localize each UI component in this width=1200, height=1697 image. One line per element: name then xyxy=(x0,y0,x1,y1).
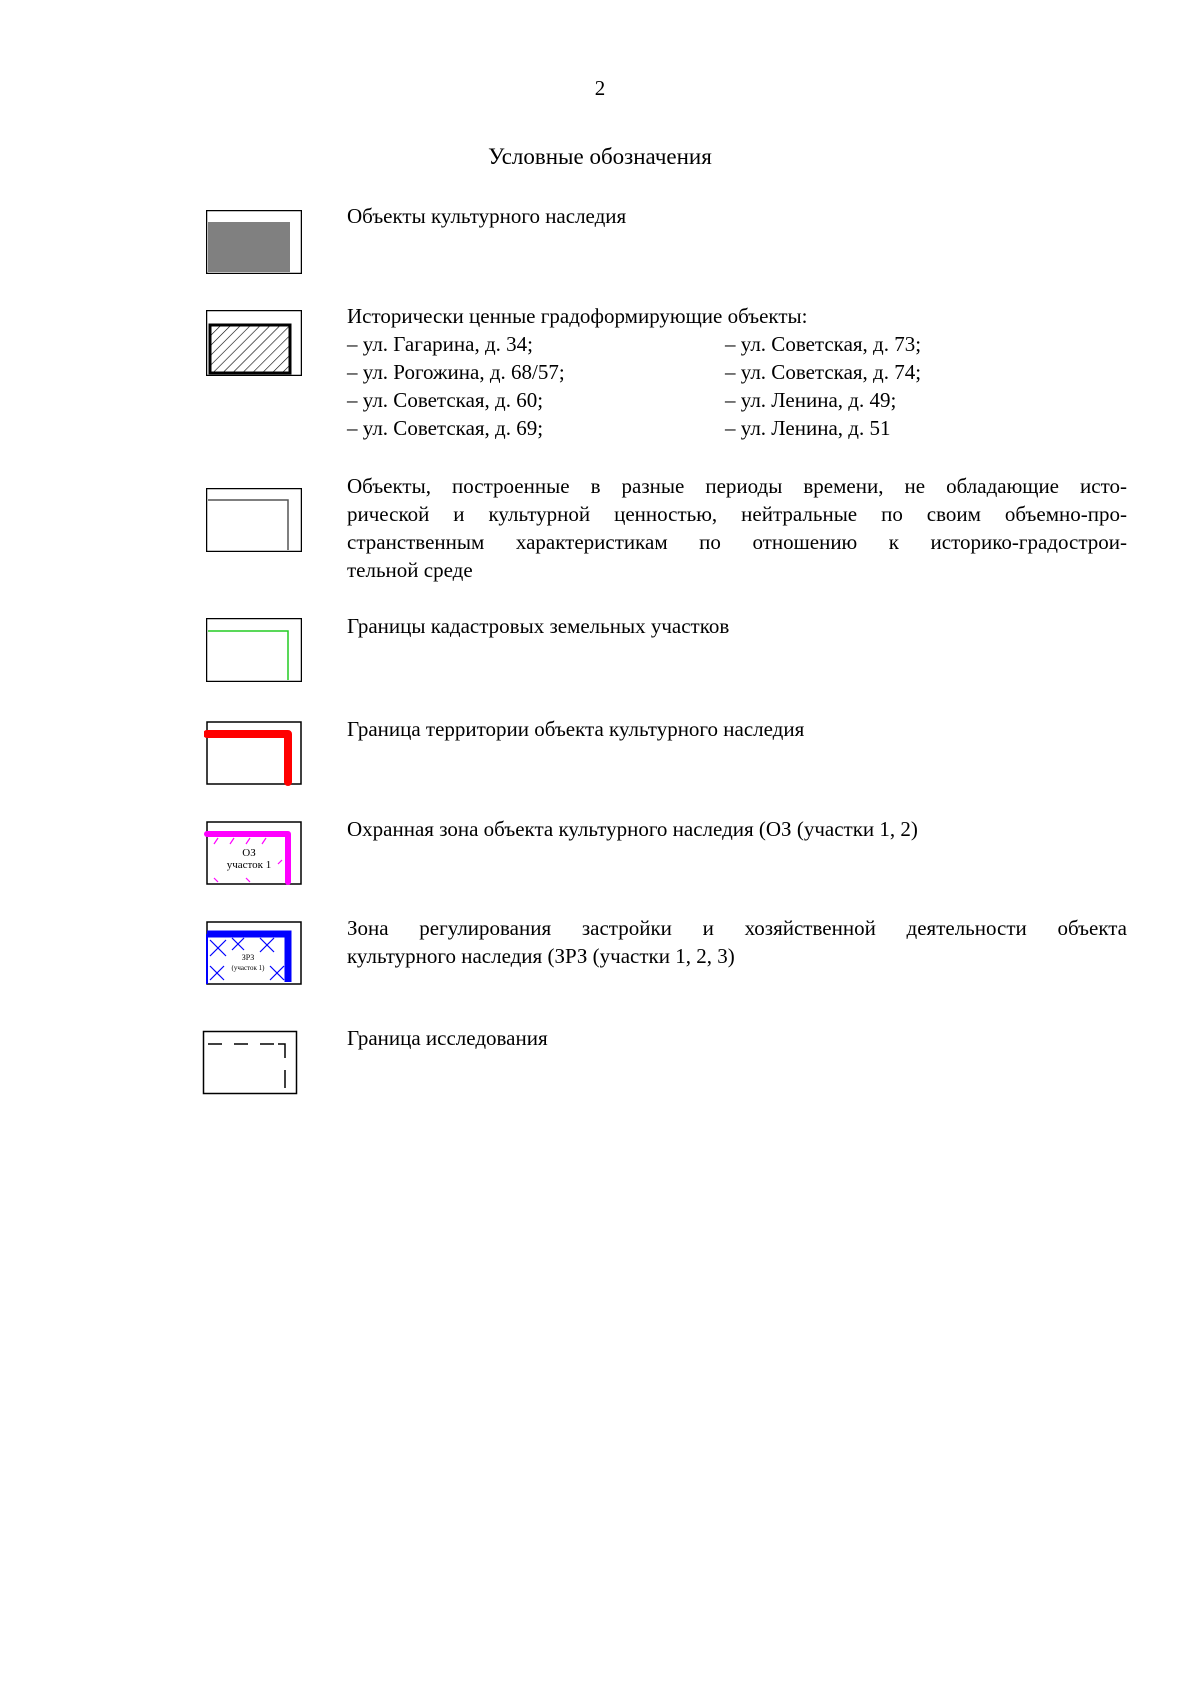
neutral-building-icon xyxy=(206,488,302,552)
heritage-object-icon xyxy=(206,210,302,274)
regulation-zone-icon-text2: (участок 1) xyxy=(231,964,265,972)
address-item: – ул. Ленина, д. 51 xyxy=(725,416,891,440)
legend-text-line: странственным характеристикам по отношению к историко-градострои- xyxy=(347,530,1127,554)
address-item: – ул. Гагарина, д. 34; xyxy=(347,332,533,356)
study-boundary-icon xyxy=(202,1030,300,1096)
protection-zone-icon-text1: ОЗ xyxy=(242,847,256,859)
protection-zone-icon xyxy=(204,820,304,886)
page-number: 2 xyxy=(594,76,606,100)
heritage-territory-icon xyxy=(204,720,304,786)
address-item: – ул. Советская, д. 60; xyxy=(347,388,544,412)
address-item: – ул. Советская, д. 69; xyxy=(347,416,544,440)
legend-regulation-zone xyxy=(347,914,1127,970)
regulation-zone-icon xyxy=(204,920,304,986)
legend-text-line: рической и культурной ценностью, нейтральные по своим объемно-про- xyxy=(347,502,1127,526)
hatched-building-icon xyxy=(206,310,302,376)
legend-label-protection-zone: Охранная зона объекта культурного наследия (ОЗ (участки 1, 2) xyxy=(347,817,918,841)
legend-label-heritage-objects: Объекты культурного наследия xyxy=(347,204,627,228)
legend-text-line: Зона регулирования застройки и хозяйственной деятельности объекта xyxy=(347,916,1127,940)
address-list xyxy=(347,330,1025,442)
protection-zone-icon-text2: участок 1 xyxy=(226,859,272,871)
legend-text-line: культурного наследия (ЗРЗ (участки 1, 2, 3) xyxy=(347,944,735,968)
address-item: – ул. Советская, д. 74; xyxy=(725,360,922,384)
legend-label-heritage-territory: Граница территории объекта культурного наследия xyxy=(347,717,805,741)
page-title: Условные обозначения xyxy=(488,144,712,169)
legend-text-line: тельной среде xyxy=(347,558,473,582)
legend-historic-objects xyxy=(347,302,1025,442)
legend-neutral-objects xyxy=(347,472,1127,584)
legend-label-study-boundary: Граница исследования xyxy=(347,1026,548,1050)
legend-label-cadastral: Границы кадастровых земельных участков xyxy=(347,614,730,638)
cadastral-boundary-icon xyxy=(206,618,302,682)
legend-label-historic-objects: Исторически ценные градоформирующие объекты: xyxy=(347,304,808,328)
address-item: – ул. Ленина, д. 49; xyxy=(725,388,897,412)
regulation-zone-icon-text1: ЗРЗ xyxy=(241,953,255,962)
legend-text-line: Объекты, построенные в разные периоды времени, не обладающие исто- xyxy=(347,474,1127,498)
address-item: – ул. Советская, д. 73; xyxy=(725,332,922,356)
address-item: – ул. Рогожина, д. 68/57; xyxy=(347,360,565,384)
